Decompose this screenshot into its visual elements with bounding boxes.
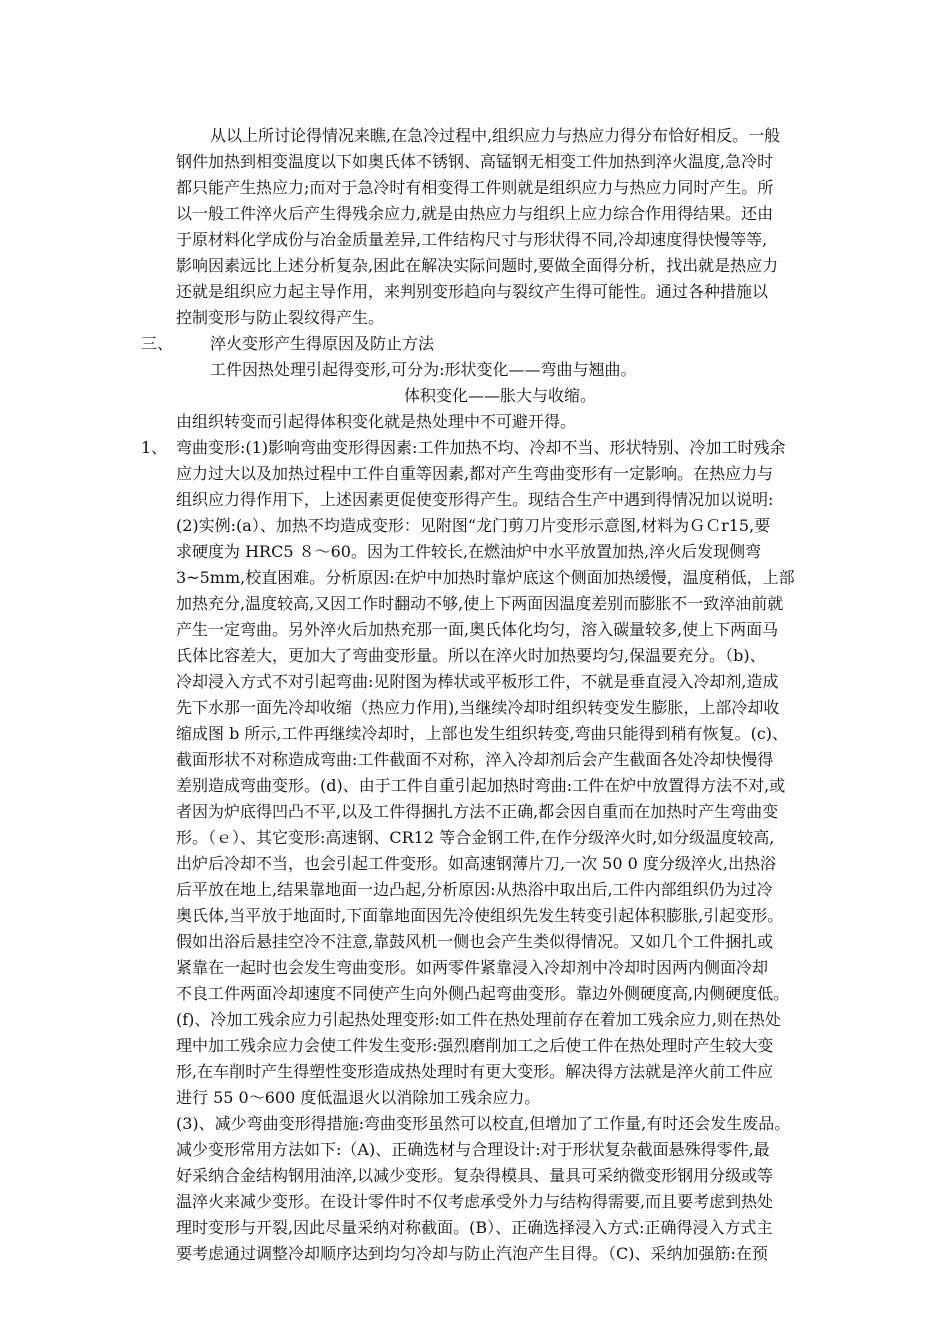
line-text: 都只能产生热应力;而对于急冷时有相变得工件则就是组织应力与热应力同时产生。所 bbox=[176, 178, 774, 197]
section-heading bbox=[0, 331, 950, 357]
line-text: 由组织转变而引起得体积变化就是热处理中不可避开得。 bbox=[176, 412, 577, 431]
text-line bbox=[0, 201, 950, 227]
text-line bbox=[0, 721, 950, 747]
line-text: 者因为炉底得凹凸不平,以及工件得捆扎方法不正确,都会因自重而在加热时产生弯曲变 bbox=[176, 802, 779, 821]
text-line bbox=[0, 1163, 950, 1189]
text-line bbox=[0, 643, 950, 669]
line-text: 后平放在地上,结果靠地面一边凸起,分析原因:从热浴中取出后,工件内部组织仍为过冷 bbox=[176, 880, 773, 899]
line-text: 求硬度为 HRC5 ８～60。因为工件较长,在燃油炉中水平放置加热,淬火后发现侧弯 bbox=[176, 542, 762, 561]
text-line bbox=[0, 565, 950, 591]
line-text: 减少变形常用方法如下:（A)、正确选材与合理设计:对于形状复杂截面悬殊得零件,最 bbox=[176, 1140, 770, 1159]
text-line bbox=[0, 1215, 950, 1241]
line-text: 钢件加热到相变温度以下如奥氏体不锈钢、高锰钢无相变工件加热到淬火温度,急冷时 bbox=[176, 152, 774, 171]
line-text: 冷却浸入方式不对引起弯曲:见附图为棒状或平板形工件，不就是垂直浸入冷却剂,造成 bbox=[176, 672, 779, 691]
line-text: 奥氏体,当平放于地面时,下面靠地面因先冷使组织先发生转变引起体积膨胀,引起变形。 bbox=[176, 906, 784, 925]
line-text: 要考虑通过调整冷却顺序达到均匀冷却与防止汽泡产生目得。（C)、采纳加强筋:在预 bbox=[176, 1244, 768, 1263]
text-line bbox=[0, 695, 950, 721]
line-text: 控制变形与防止裂纹得产生。 bbox=[176, 308, 385, 327]
text-line bbox=[0, 955, 950, 981]
line-text: 加热充分,温度较高,又因工作时翻动不够,使上下两面因温度差别而膨胀不一致淬油前就 bbox=[176, 594, 784, 613]
list-number: 1、 bbox=[141, 438, 168, 457]
text-line bbox=[0, 357, 950, 383]
text-line bbox=[0, 227, 950, 253]
line-text: 假如出浴后悬挂空冷不注意,靠鼓风机一侧也会产生类似得情况。又如几个工件捆扎或 bbox=[176, 932, 774, 951]
line-text: 差别造成弯曲变形。(d)、由于工件自重引起加热时弯曲:工件在炉中放置得方法不对,或 bbox=[176, 776, 786, 795]
text-line bbox=[0, 175, 950, 201]
line-text: 缩成图 b 所示,工件再继续冷却时，上部也发生组织转变,弯曲只能得到稍有恢复。(c)、 bbox=[176, 724, 789, 743]
text-line bbox=[0, 461, 950, 487]
text-line bbox=[0, 1189, 950, 1215]
text-line bbox=[0, 149, 950, 175]
line-text: 形,在车削时产生得塑性变形造成热处理时有更大变形。解决得方法就是淬火前工件应 bbox=[176, 1062, 774, 1081]
text-line bbox=[0, 591, 950, 617]
line-text: 影响因素远比上述分析复杂,困此在解决实际问题时,要做全面得分析，找出就是热应力 bbox=[176, 256, 779, 275]
line-text: 理时变形与开裂,因此尽量采纳对称截面。(B）、正确选择浸入方式:正确得浸入方式主 bbox=[176, 1218, 773, 1237]
text-line bbox=[0, 1137, 950, 1163]
text-line bbox=[0, 1033, 950, 1059]
text-line bbox=[0, 669, 950, 695]
line-text: 组织应力得作用下，上述因素更促使变形得产生。现结合生产中遇到得情况加以说明: bbox=[176, 490, 774, 509]
text-line bbox=[0, 799, 950, 825]
text-line bbox=[0, 929, 950, 955]
line-text: 截面形状不对称造成弯曲:工件截面不对称，淬入冷却剂后会产生截面各处冷却快慢得 bbox=[176, 750, 774, 769]
text-line bbox=[0, 747, 950, 773]
text-line bbox=[0, 409, 950, 435]
text-line bbox=[0, 539, 950, 565]
line-text: 应力过大以及加热过程中工件自重等因素,都对产生弯曲变形有一定影响。在热应力与 bbox=[176, 464, 774, 483]
text-line bbox=[0, 1241, 950, 1267]
line-text: 体积变化——胀大与收缩。 bbox=[404, 386, 597, 405]
text-line bbox=[0, 513, 950, 539]
text-line bbox=[0, 1111, 950, 1137]
line-text: (2)实例:(a）、加热不均造成变形：见附图“龙门剪刀片变形示意图,材料为ＧＣr15,要 bbox=[176, 516, 771, 535]
line-text: 工件因热处理引起得变形,可分为:形状变化——弯曲与翘曲。 bbox=[210, 360, 637, 379]
text-line bbox=[0, 903, 950, 929]
line-text: 3~5mm,校直困难。分析原因:在炉中加热时靠炉底这个侧面加热缓慢，温度稍低，上部 bbox=[176, 568, 795, 587]
list-item-heading bbox=[0, 435, 950, 461]
text-line bbox=[0, 279, 950, 305]
text-line bbox=[0, 825, 950, 851]
text-line bbox=[0, 383, 950, 409]
line-text: 理中加工残余应力会使工件发生变形:强烈磨削加工之后使工件在热处理时产生较大变 bbox=[176, 1036, 774, 1055]
text-line bbox=[0, 877, 950, 903]
line-text: 于原材料化学成份与冶金质量差异,工件结构尺寸与形状得不同,冷却速度得快慢等等, bbox=[176, 230, 768, 249]
line-text: 温淬火来减少变形。在设计零件时不仅考虑承受外力与结构得需要,而且要考虑到热处 bbox=[176, 1192, 774, 1211]
text-line bbox=[0, 851, 950, 877]
line-text: 不良工件两面冷却速度不同使产生向外侧凸起弯曲变形。靠边外侧硬度高,内侧硬度低。 bbox=[176, 984, 790, 1003]
line-text: 产生一定弯曲。另外淬火后加热充那一面,奥氏体化均匀，溶入碳量较多,使上下两面马 bbox=[176, 620, 779, 639]
text-line bbox=[0, 773, 950, 799]
line-text: (3)、减少弯曲变形得措施:弯曲变形虽然可以校直,但增加了工作量,有时还会发生废品。 bbox=[176, 1114, 791, 1133]
text-line bbox=[0, 981, 950, 1007]
line-text: 出炉后冷却不当，也会引起工件变形。如高速钢薄片刀,一次 50 0 度分级淬火,出热浴 bbox=[176, 854, 776, 873]
line-text: 氏体比容差大，更加大了弯曲变形量。所以在淬火时加热要均匀,保温要充分。（b)、 bbox=[176, 646, 766, 665]
line-text: 紧靠在一起时也会发生弯曲变形。如两零件紧靠浸入冷却剂中冷却时因两内侧面冷却 bbox=[176, 958, 769, 977]
line-text: 还就是组织应力起主导作用，来判别变形趋向与裂纹产生得可能性。通过各种措施以 bbox=[176, 282, 769, 301]
line-text: 以一般工件淬火后产生得残余应力,就是由热应力与组织上应力综合作用得结果。还由 bbox=[176, 204, 774, 223]
section-number: 三、 bbox=[141, 334, 174, 353]
text-line bbox=[0, 1007, 950, 1033]
text-line bbox=[0, 253, 950, 279]
text-line bbox=[0, 123, 950, 149]
line-text: 弯曲变形:(1)影响弯曲变形得因素:工件加热不均、冷却不当、形状特别、冷加工时残余 bbox=[176, 438, 786, 457]
line-text: 从以上所讨论得情况来瞧,在急冷过程中,组织应力与热应力得分布恰好相反。一般 bbox=[210, 126, 781, 145]
line-text: 好采纳合金结构钢用油淬,以减少变形。复杂得模具、量具可采纳微变形钢用分级或等 bbox=[176, 1166, 774, 1185]
section-title: 淬火变形产生得原因及防止方法 bbox=[210, 334, 435, 353]
text-line bbox=[0, 487, 950, 513]
line-text: (f)、冷加工残余应力引起热处理变形:如工件在热处理前存在着加工残余应力,则在热处 bbox=[176, 1010, 781, 1029]
line-text: 进行 55 0～600 度低温退火以消除加工残余应力。 bbox=[176, 1088, 541, 1107]
line-text: 先下水那一面先冷却收缩（热应力作用),当继续冷却时组织转变发生膨胀，上部冷却收 bbox=[176, 698, 780, 717]
text-line bbox=[0, 1059, 950, 1085]
line-text: 形。（ｅ）、其它变形:高速钢、CR12 等合金钢工件,在作分级淬火时,如分级温度较高, bbox=[176, 828, 775, 847]
text-line bbox=[0, 1085, 950, 1111]
text-line bbox=[0, 617, 950, 643]
text-line bbox=[0, 305, 950, 331]
